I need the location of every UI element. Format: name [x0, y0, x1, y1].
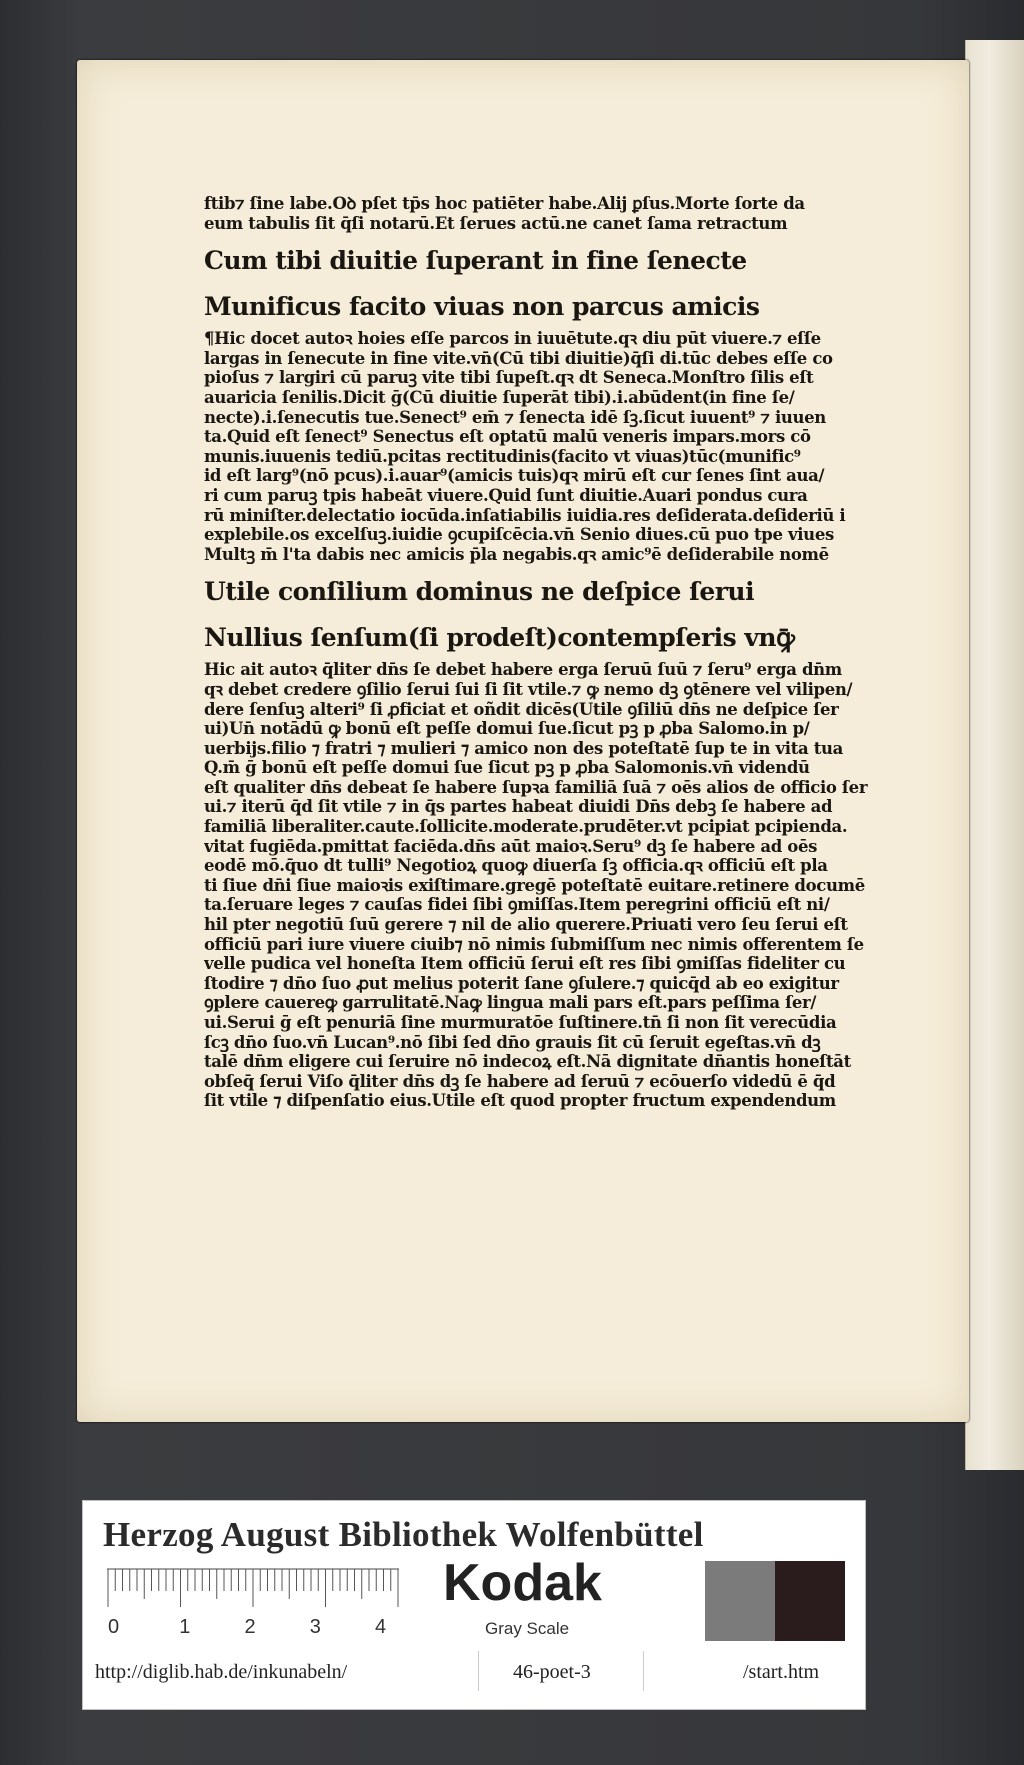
text-line: hil pter negotiū ſuū gerere ⁊ nil de alio querere.Priuati vero ſeu ſerui eſt — [204, 915, 848, 935]
section-heading — [204, 243, 894, 279]
text-line: velle pudica vel honeſta Item officiū ſerui eſt res ſibi ꝯmiſſas fideliter cu — [204, 954, 846, 974]
text-line: qꝛ debet credere ꝯſilio ſerui ſui ſi ſit vtile.⁊ ꝙ nemo dꝫ ꝯtēnere vel vilipen/ — [204, 679, 853, 699]
text-paragraph — [204, 194, 894, 233]
ruler-label: 0 — [108, 1616, 120, 1637]
text-line: Cum tibi diuitie ſuperant in fine ſenecte — [204, 246, 747, 276]
ruler-label: 1 — [179, 1616, 191, 1637]
section-heading — [204, 574, 894, 610]
text-line: necte).i.ſenecutis tue.Senect⁹ em̄ ⁊ ſenecta idē ſꝫ.ſicut iuuent⁹ ⁊ iuuen — [204, 407, 826, 427]
kodak-logo: Kodak — [443, 1554, 602, 1612]
gray-swatch-dark — [775, 1561, 845, 1641]
text-line: ui.Serui ḡ eſt penuriā ſine murmuratōe ſuſtinere.tn̄ ſi non ſit verecūdia — [204, 1013, 837, 1032]
text-line: ui)Un̄ notādū ꝙ bonū eſt peſſe domui ſue.ſicut pꝫ p ꝓba Salomo.in p/ — [204, 719, 810, 739]
text-line: eum tabulis ſit q̄ſi notarū.Et ſerues actū.ne canet ſama retractum — [204, 213, 788, 233]
text-line: ꝯplere cauereꝙ garrulitatē.Naꝙ lingua mali pars eſt.pars peſſima ſer/ — [204, 993, 817, 1013]
section-heading — [204, 620, 894, 656]
text-line: officiū pari iure viuere ciuib⁊ nō nimis ſubmiſſum nec nimis offerentem ſe — [204, 934, 864, 954]
text-line: explebile.os excelſuꝫ.iuidie ꝯcupiſcēcia.vn̄ Senio diues.cū puo tpe viues — [204, 525, 834, 545]
ruler-label: 3 — [309, 1616, 321, 1637]
text-line: Multꝫ m̄ l'ta dabis nec amicis p̄la negabis.qꝛ amic⁹ē deſiderabile nomē — [204, 544, 829, 564]
text-line: ſcꝫ dn̄o ſuo.vn̄ Lucan⁹.nō ſibi ſed dn̄o grauis ſit cū ſeruit egeſtas.vn̄ dꝫ — [204, 1032, 821, 1052]
gray-swatch-white — [635, 1561, 705, 1641]
text-line: ri cum paruꝫ tpis habeāt viuere.Quid ſunt diuitie.Auari pondus cura — [204, 485, 808, 505]
ruler-label: 2 — [244, 1616, 256, 1637]
text-line: munis.iuuenis tediū.pcitas rectitudinis(facito vt viuas)tūc(munific⁹ — [204, 446, 801, 466]
text-line: obſeq̄ ſerui Viſo q̄liter dn̄s dꝫ ſe habere ad ſeruū ⁊ ecōuerſo videdū ē q̄d — [204, 1071, 836, 1091]
text-line: eodē mō.q̄uo dt tulli⁹ Negotioꝝ quoꝙ diuerſa ſꝫ officia.qꝛ officiū eſt pla — [204, 856, 828, 876]
text-line: ſit vtile ⁊ diſpenſatio eius.Utile eſt quod propter fructum expendendum — [204, 1091, 836, 1111]
text-line: id eſt larg⁹(nō pcus).i.auar⁹(amicis tuis)qꝛ mirū eſt cur ſenes ſint aua/ — [204, 466, 825, 486]
text-line: ta.ſeruare leges ⁊ cauſas fidei ſibi ꝯmiſſas.Item peregrini officiū eſt ni/ — [204, 895, 830, 915]
text-line: dere ſenſuꝫ alteri⁹ ſi ꝓficiat et oñdit dicēs(Utile ꝯſiliū dn̄s ne deſpice ſer — [204, 699, 839, 719]
url-part-end: /start.htm — [743, 1661, 820, 1683]
text-line: Utile conſilium dominus ne deſpice ſerui — [204, 577, 755, 607]
text-line: Q.m̄ ḡ bonū eſt peſſe domui ſue ſicut pꝫ p ꝓba Salomonis.vn̄ videndū — [204, 758, 810, 778]
text-line: ftib⁊ ſine labe.Oꝺ pſet tp̄s hoc patiēter habe.Alij ꝑſus.Morte ſorte da — [204, 194, 805, 213]
gray-scale-label: Gray Scale — [485, 1619, 570, 1638]
text-line: talē dn̄m eligere cui ſeruire nō indecoꝝ eſt.Nā dignitate dn̄antis honeſtāt — [204, 1052, 851, 1072]
text-line: largas in ſenecute in fine vite.vn̄(Cū tibi diuitie)q̄ſi di.tūc debes eſſe co — [204, 348, 833, 368]
text-line: Nullius ſenſum(ſi prodeſt)contempſeris vnꝙ̄ — [204, 623, 795, 653]
text-line: ti ſiue dn̄i ſiue maioꝛis exiſtimare.gregē poteſtatē euitare.retinere documē — [204, 875, 865, 895]
library-title: Herzog August Bibliothek Wolfenbüttel — [103, 1515, 704, 1554]
url-part-id: 46-poet-3 — [513, 1661, 591, 1683]
text-paragraph — [204, 660, 894, 1111]
text-line: ſtodire ⁊ dn̄o ſuo ꝓut melius poterit ſane ꝯſulere.⁊ quicq̄d ab eo exigitur — [204, 973, 839, 993]
ruler-label: 4 — [375, 1616, 387, 1637]
url-part-base: http://diglib.hab.de/inkunabeln/ — [95, 1661, 348, 1683]
text-line: rū miniſter.delectatio iocūda.inſatiabilis iuidia.res deſiderata.deſideriū i — [204, 505, 846, 525]
gray-swatch-mid — [705, 1561, 775, 1641]
target-card — [82, 1500, 866, 1710]
text-line: auaricia ſenilis.Dicit ḡ(Cū diuitie ſuperāt tibi).i.abūdent(in fine ſe/ — [204, 387, 795, 407]
text-line: ta.Quid eſt ſenect⁹ Senectus eſt optatū malū veneris impars.mors cō — [204, 427, 811, 447]
text-line: ui.⁊ iterū q̄d ſit vtile ⁊ in q̄s partes habeat diuidi Dn̄s debꝫ ſe habere ad — [204, 797, 833, 817]
text-paragraph — [204, 329, 894, 564]
text-line: familiā liberaliter.caute.ſollicite.moderate.prudēter.vt pcipiat pcipienda. — [204, 817, 848, 837]
page-text — [204, 190, 894, 1117]
text-line: ¶Hic docet autoꝛ hoies eſſe parcos in iuuētute.qꝛ diu pūt viuere.⁊ eſſe — [204, 329, 821, 349]
text-line: vitat fugiēda.pmittat faciēda.dn̄s aūt maioꝛ.Seru⁹ dꝫ ſe habere ad oēs — [204, 836, 818, 856]
section-heading — [204, 289, 894, 325]
url-separator — [643, 1651, 644, 1691]
url-separator — [478, 1651, 479, 1691]
text-line: pioſus ⁊ largiri cū paruꝫ vite tibi ſupeſt.qꝛ dt Seneca.Monſtro ſilis eſt — [204, 368, 814, 388]
text-line: eſt qualiter dn̄s debeat ſe habere ſupꝛa familiā ſuā ⁊ oēs alios de officio ſer — [204, 777, 868, 797]
text-line: Hic ait autoꝛ q̄liter dn̄s ſe debet habere erga ſeruū ſuū ⁊ ſeru⁹ erga dn̄m — [204, 660, 842, 680]
text-line: uerbijs.filio ⁊ fratri ⁊ mulieri ⁊ amico non des poteſtatē ſup te in vita tua — [204, 738, 843, 758]
ruler — [107, 1567, 399, 1637]
text-line: Munificus facito viuas non parcus amicis — [204, 292, 760, 322]
adjacent-page-edge — [965, 40, 1024, 1470]
